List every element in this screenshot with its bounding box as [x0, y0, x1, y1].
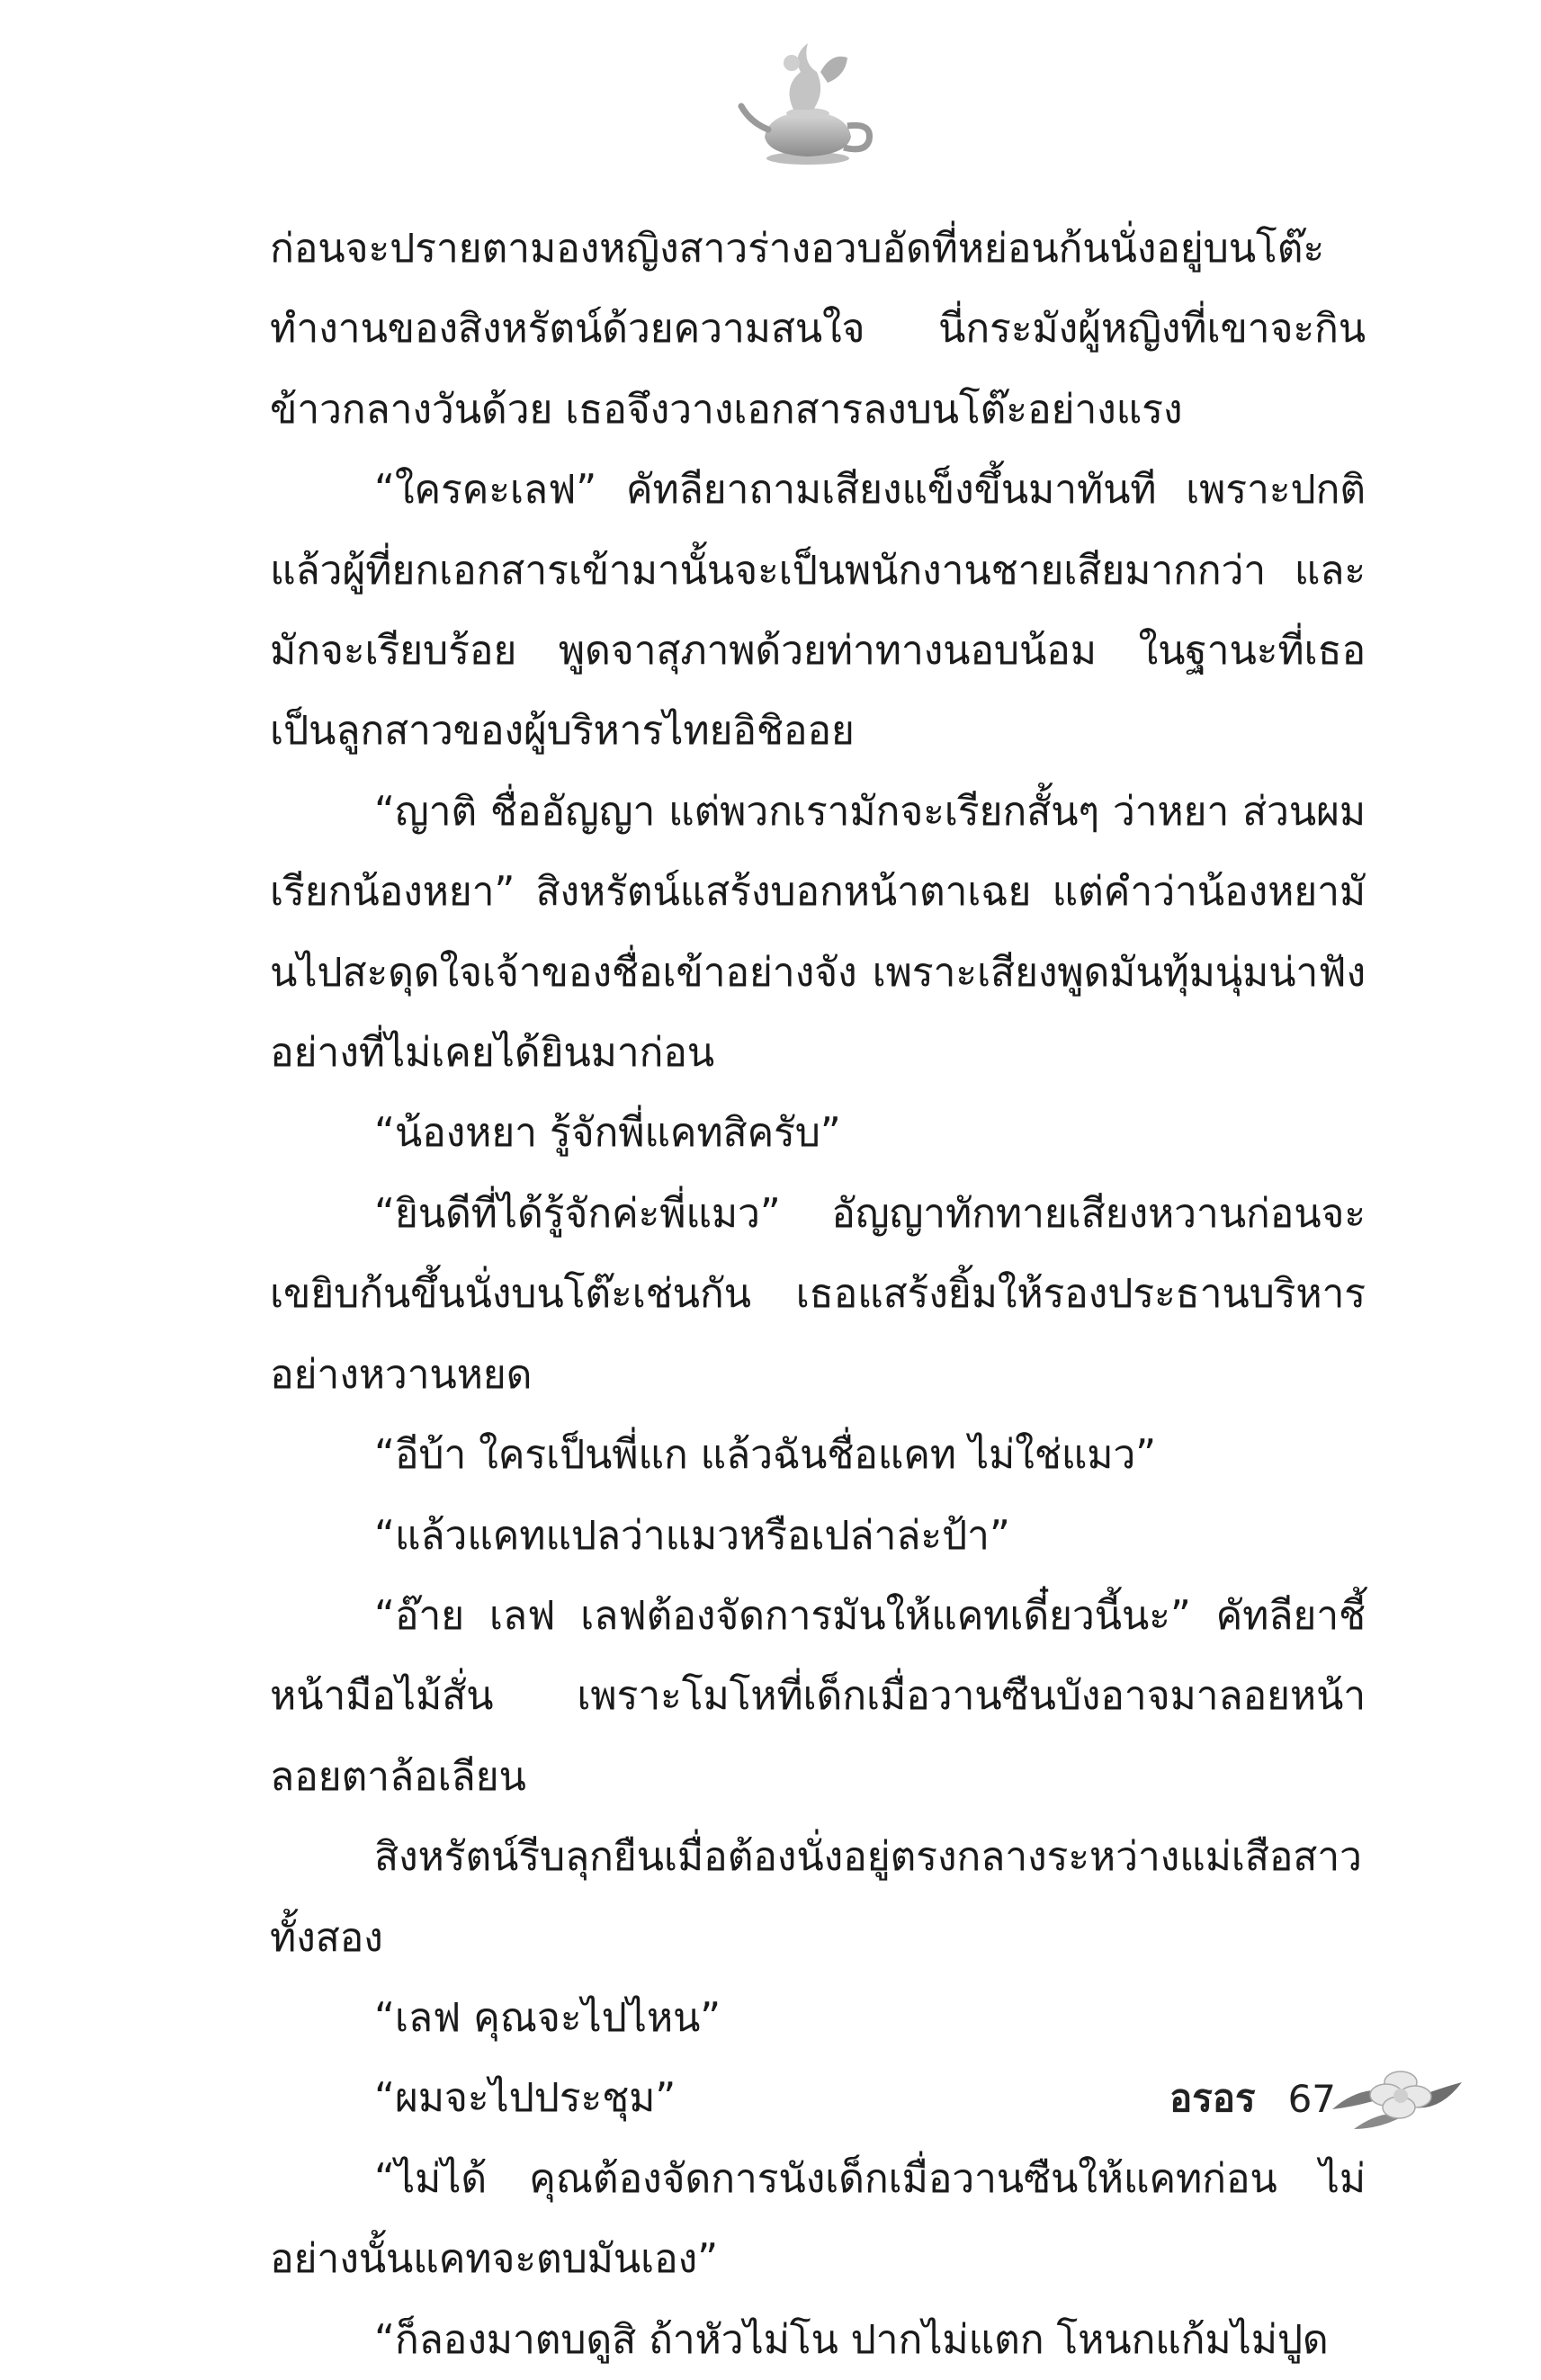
flower-ornament-icon — [1327, 2046, 1471, 2145]
paragraph: สิงหรัตน์รีบลุกยืนเมื่อต้องนั่งอยู่ตรงกลางระหว่างแม่เสือสาวทั้งสอง — [270, 1834, 1362, 1961]
paragraph: “ไม่ได้ คุณต้องจัดการนังเด็กเมื่อวานซืนให้แคทก่อน ไม่อย่างนั้นแคทจะตบมันเอง” — [270, 2155, 1366, 2283]
paragraph: “เลฟ คุณจะไปไหน” — [374, 1994, 721, 2041]
footer-author: อรอร — [1169, 2076, 1256, 2120]
page-footer — [1169, 2067, 1336, 2130]
paragraph: “ญาติ ชื่ออัญญา แต่พวกเรามักจะเรียกสั้นๆ ว่าหยา ส่วนผมเรียกน้องหยา” สิงหรัตน์แสร้งบอกหน้าตาเฉย แต่คำว่าน้องหยามันไปสะดุดใจเจ้าของชื่อเข้าอย่างจัง เพราะเสียงพูดมันทุ้มนุ่มน่าฟังอย่างที่ไม่เคยได้ยินมาก่อน — [270, 788, 1366, 1077]
teapot-ornament-icon — [738, 36, 882, 171]
paragraph: “ใครคะเลฟ” คัทลียาถามเสียงแข็งขึ้นมาทันที เพราะปกติแล้วผู้ที่ยกเอกสารเข้ามานั้นจะเป็นพนักงานชายเสียมากกว่า และมักจะเรียบร้อย พูดจาสุภาพด้วยท่าทางนอบน้อม ในฐานะที่เธอเป็นลูกสาวของผู้บริหารไทยอิชิออย — [270, 467, 1366, 755]
paragraph: “ก็ลองมาตบดูสิ ถ้าหัวไม่โน ปากไม่แตก โหนกแก้มไม่ปูด — [374, 2316, 1329, 2363]
paragraph: “น้องหยา รู้จักพี่แคทสิครับ” — [374, 1110, 841, 1157]
paragraph: “ยินดีที่ได้รู้จักค่ะพี่แมว” อัญญาทักทายเสียงหวานก่อนจะเขยิบก้นขึ้นนั่งบนโต๊ะเช่นกัน เธอแสร้งยิ้มให้รองประธานบริหารอย่างหวานหยด — [270, 1190, 1366, 1398]
page-number: 67 — [1287, 2076, 1337, 2121]
paragraph: “อ๊าย เลฟ เลฟต้องจัดการมันให้แคทเดี๋ยวนี้นะ” คัทลียาชี้หน้ามือไม้สั่น เพราะโมโหที่เด็กเมื่อวานซืนบังอาจมาลอยหน้าลอยตาล้อเลียน — [270, 1592, 1366, 1800]
paragraph: “ผมจะไปประชุม” — [374, 2075, 676, 2122]
body-text — [270, 209, 1366, 2380]
paragraph: “อีบ้า ใครเป็นพี่แก แล้วฉันชื่อแคท ไม่ใช่แมว” — [374, 1432, 1156, 1479]
paragraph: ก่อนจะปรายตามองหญิงสาวร่างอวบอัดที่หย่อนก้นนั่งอยู่บนโต๊ะทำงานของสิงหรัตน์ด้วยความสนใจ นี่กระมังผู้หญิงที่เขาจะกินข้าวกลางวันด้วย เธอจึงวางเอกสารลงบนโต๊ะอย่างแรง — [270, 226, 1366, 433]
paragraph: “แล้วแคทแปลว่าแมวหรือเปล่าล่ะป้า” — [374, 1512, 1010, 1559]
